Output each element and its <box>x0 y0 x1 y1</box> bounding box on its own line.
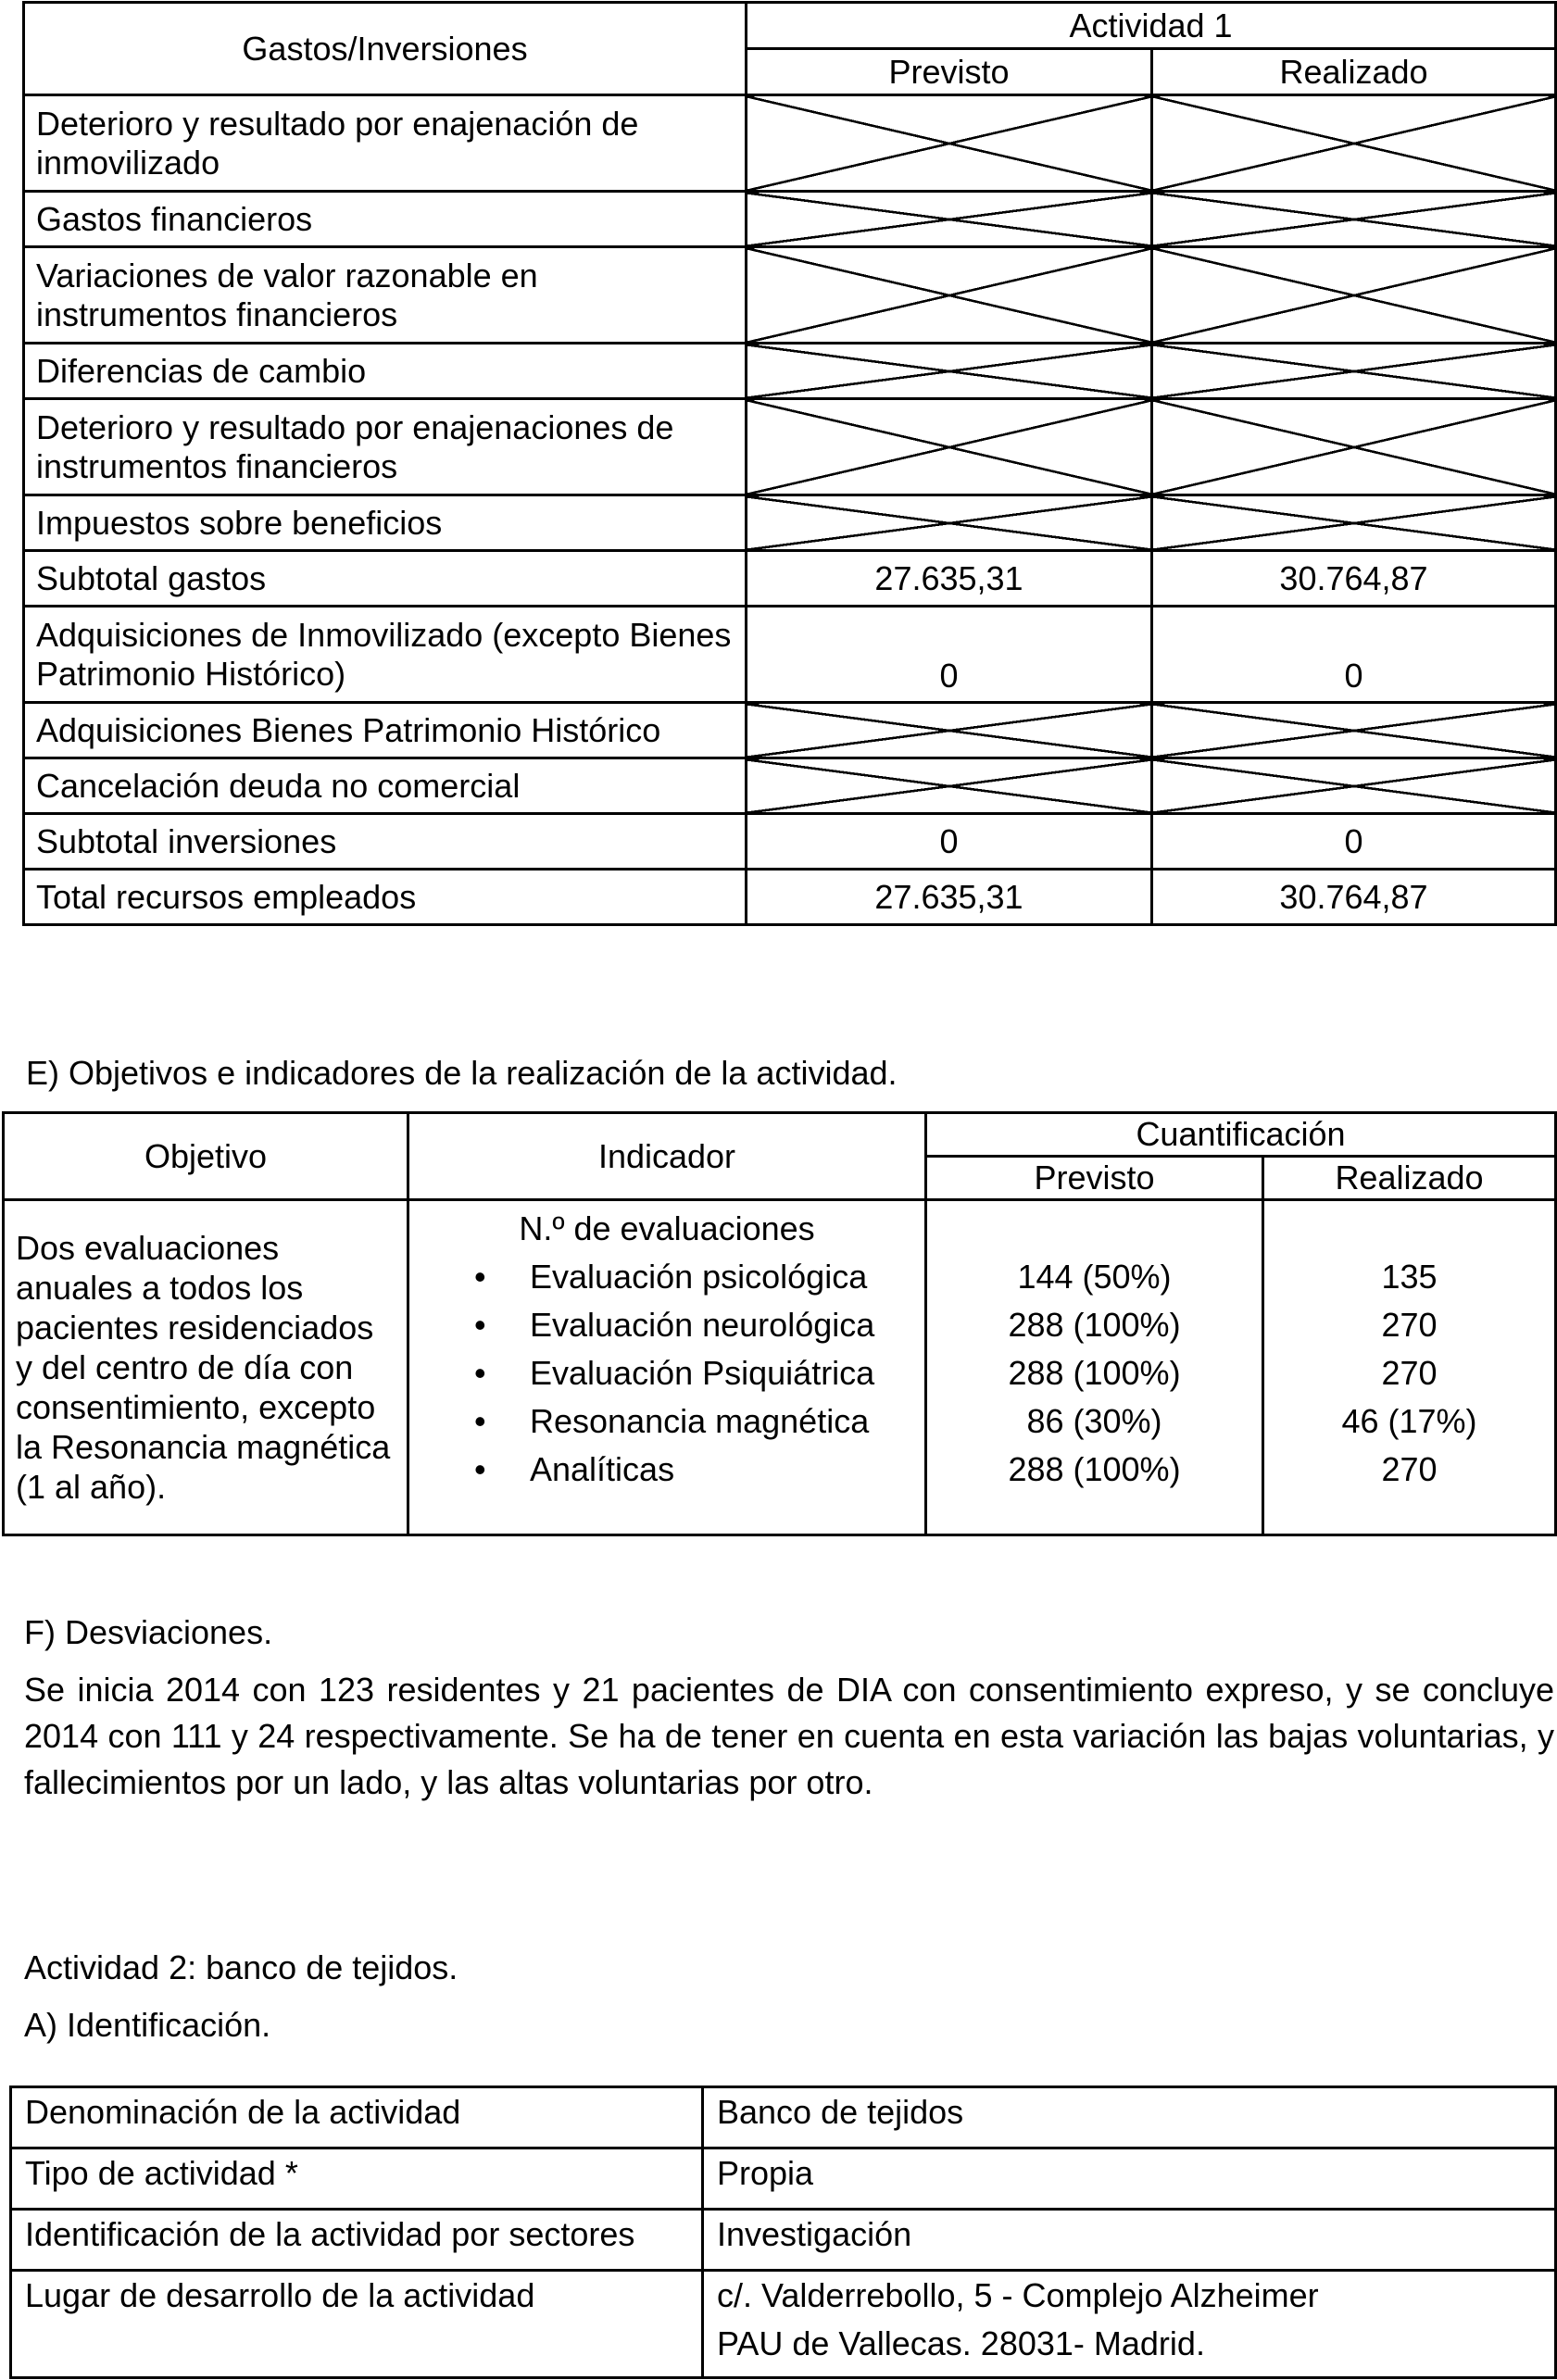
section-f-heading: F) Desviaciones. <box>24 1613 273 1651</box>
row-label: Subtotal gastos <box>24 551 747 607</box>
previsto-values <box>926 1200 1263 1535</box>
crossed-cell-realizado <box>1152 703 1556 758</box>
row-label: Gastos financieros <box>24 192 747 247</box>
list-item: • Resonancia magnética <box>474 1397 924 1446</box>
adquisiciones-inmovilizado-realizado: 0 <box>1152 607 1556 703</box>
realizado-values <box>1263 1200 1556 1535</box>
crossed-cell-realizado <box>1152 192 1556 247</box>
previsto-value: 288 (100%) <box>1008 1306 1181 1344</box>
subtotal-inversiones-previsto: 0 <box>747 814 1152 870</box>
previsto-value: 288 (100%) <box>1008 1450 1181 1488</box>
realizado-value: 46 (17%) <box>1341 1402 1477 1440</box>
row-label: Impuestos sobre beneficios <box>24 495 747 551</box>
row-label: Adquisiciones de Inmovilizado (excepto Bienes Patrimonio Histórico) <box>24 607 747 703</box>
row-value <box>703 2271 1556 2378</box>
row-label: Diferencias de cambio <box>24 344 747 399</box>
header-cuantificacion: Cuantificación <box>926 1113 1556 1157</box>
bullet-icon: • <box>474 1450 486 1488</box>
row-label: Tipo de actividad * <box>11 2148 703 2210</box>
bullet-icon: • <box>474 1354 486 1392</box>
section-e-heading: E) Objetivos e indicadores de la realización de la actividad. <box>26 1054 898 1092</box>
row-label: Lugar de desarrollo de la actividad <box>11 2271 703 2378</box>
crossed-cell-realizado <box>1152 495 1556 551</box>
row-label: Deterioro y resultado por enajenaciones de instrumentos financieros <box>24 399 747 495</box>
header-gastos-inversiones: Gastos/Inversiones <box>24 3 747 95</box>
list-item: • Evaluación psicológica <box>474 1253 924 1301</box>
crossed-cell-realizado <box>1152 95 1556 192</box>
row-label: Total recursos empleados <box>24 870 747 925</box>
crossed-cell-previsto <box>747 703 1152 758</box>
realizado-value: 270 <box>1381 1450 1438 1488</box>
header-actividad-1: Actividad 1 <box>747 3 1556 49</box>
bullet-icon: • <box>474 1258 486 1296</box>
row-label: Variaciones de valor razonable en instrumentos financieros <box>24 247 747 344</box>
row-label: Identificación de la actividad por sectores <box>11 2210 703 2271</box>
bullet-icon: • <box>474 1402 486 1440</box>
crossed-cell-previsto <box>747 495 1152 551</box>
address-line: c/. Valderrebollo, 5 - Complejo Alzheimer <box>717 2276 1319 2314</box>
header-realizado: Realizado <box>1263 1157 1556 1200</box>
header-previsto: Previsto <box>747 49 1152 95</box>
header-indicador: Indicador <box>408 1113 926 1200</box>
list-item: • Analíticas <box>474 1446 924 1494</box>
list-item: • Evaluación Psiquiátrica <box>474 1349 924 1397</box>
objetivo-text: Dos evaluaciones anuales a todos los pacientes residenciados y del centro de día con consentimiento, excepto la Resonancia magnética (1 al año). <box>4 1200 408 1535</box>
row-label: Cancelación deuda no comercial <box>24 758 747 814</box>
crossed-cell-realizado <box>1152 247 1556 344</box>
row-value: Propia <box>703 2148 1556 2210</box>
header-previsto: Previsto <box>926 1157 1263 1200</box>
total-recursos-previsto: 27.635,31 <box>747 870 1152 925</box>
subtotal-inversiones-realizado: 0 <box>1152 814 1556 870</box>
objectives-table <box>2 1111 1557 1536</box>
realizado-value: 270 <box>1381 1354 1438 1392</box>
crossed-cell-previsto <box>747 192 1152 247</box>
crossed-cell-realizado <box>1152 399 1556 495</box>
address-line: PAU de Vallecas. 28031- Madrid. <box>717 2324 1205 2362</box>
total-recursos-realizado: 30.764,87 <box>1152 870 1556 925</box>
indicador-cell <box>408 1200 926 1535</box>
previsto-value: 144 (50%) <box>1017 1258 1172 1296</box>
subtotal-gastos-realizado: 30.764,87 <box>1152 551 1556 607</box>
identification-table <box>9 2086 1557 2379</box>
row-label: Subtotal inversiones <box>24 814 747 870</box>
actividad-2-title: Actividad 2: banco de tejidos. <box>24 1948 458 1986</box>
crossed-cell-previsto <box>747 344 1152 399</box>
list-item: • Evaluación neurológica <box>474 1301 924 1349</box>
adquisiciones-inmovilizado-previsto: 0 <box>747 607 1152 703</box>
row-value: Banco de tejidos <box>703 2087 1556 2148</box>
realizado-value: 270 <box>1381 1306 1438 1344</box>
header-realizado: Realizado <box>1152 49 1556 95</box>
previsto-value: 86 (30%) <box>1026 1402 1162 1440</box>
row-value: Investigación <box>703 2210 1556 2271</box>
header-objetivo: Objetivo <box>4 1113 408 1200</box>
row-label: Deterioro y resultado por enajenación de inmovilizado <box>24 95 747 192</box>
subtotal-gastos-previsto: 27.635,31 <box>747 551 1152 607</box>
crossed-cell-previsto <box>747 758 1152 814</box>
expenses-table <box>22 1 1557 926</box>
crossed-cell-realizado <box>1152 758 1556 814</box>
crossed-cell-previsto <box>747 247 1152 344</box>
section-f-text: Se inicia 2014 con 123 residentes y 21 pacientes de DIA con consentimiento expreso, y se concluye 2014 con 111 y 24 respectivamente. Se ha de tener en cuenta en esta variación las bajas voluntarias, y fallecimientos por un lado, y las altas voluntarias por otro. <box>24 1671 1554 1801</box>
indicador-heading: N.º de evaluaciones <box>519 1209 815 1247</box>
row-label: Denominación de la actividad <box>11 2087 703 2148</box>
realizado-value: 135 <box>1381 1258 1438 1296</box>
previsto-value: 288 (100%) <box>1008 1354 1181 1392</box>
bullet-icon: • <box>474 1306 486 1344</box>
actividad-2-subheading: A) Identificación. <box>24 2006 271 2044</box>
row-label: Adquisiciones Bienes Patrimonio Histórico <box>24 703 747 758</box>
crossed-cell-previsto <box>747 399 1152 495</box>
crossed-cell-realizado <box>1152 344 1556 399</box>
indicador-list <box>409 1253 924 1494</box>
crossed-cell-previsto <box>747 95 1152 192</box>
